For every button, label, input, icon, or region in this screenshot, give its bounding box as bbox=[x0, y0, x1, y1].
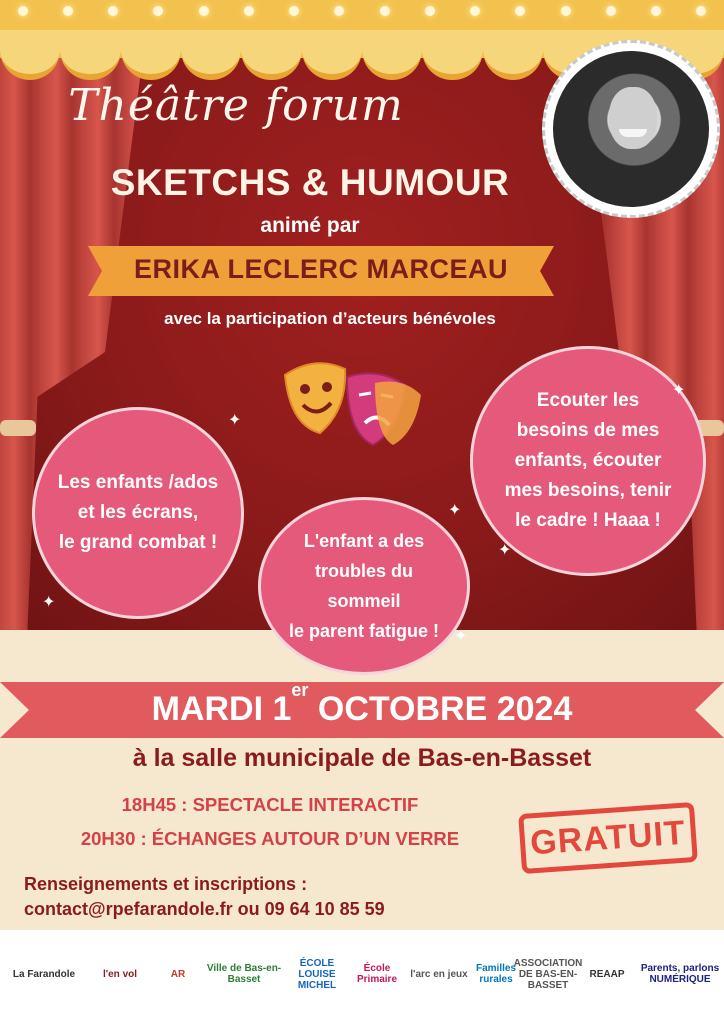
topic-bubble-sleep bbox=[258, 497, 470, 675]
logo-parents-parlons-numerique: Parents, parlons NUMÉRIQUE bbox=[640, 963, 720, 985]
bubble-line: Les enfants /ados bbox=[57, 472, 219, 493]
event-date bbox=[0, 679, 724, 729]
main-title: SKETCHS & HUMOUR bbox=[110, 162, 510, 203]
animated-by-label: animé par bbox=[260, 214, 360, 237]
sparkle-icon: ✦ bbox=[454, 626, 468, 645]
sparkle-icon: ✦ bbox=[672, 380, 686, 399]
contact-info bbox=[24, 872, 504, 922]
bubble-line: le parent fatigue ! bbox=[288, 621, 440, 641]
date-suffix: OCTOBRE 2024 bbox=[308, 690, 573, 728]
bubble-line: mes besoins, tenir bbox=[504, 480, 672, 501]
event-venue: à la salle municipale de Bas-en-Basset bbox=[132, 744, 592, 772]
logo-reaap: REAAP bbox=[589, 968, 625, 980]
logo-arc-en-jeux: l'arc en jeux bbox=[410, 968, 468, 980]
bubble-line: besoins de mes bbox=[516, 420, 660, 441]
sparkle-icon: ✦ bbox=[498, 540, 512, 559]
script-title: Théâtre forum bbox=[68, 80, 404, 131]
schedule-item: 18H45 : SPECTACLE INTERACTIF bbox=[121, 794, 419, 815]
logo-l-envol: l'en vol bbox=[102, 968, 138, 980]
bubble-line: Ecouter les bbox=[536, 390, 640, 411]
logo-la-farandole: La Farandole bbox=[12, 968, 76, 980]
logo-association-bas-en-basset: ASSOCIATION DE BAS-EN-BASSET bbox=[513, 957, 583, 991]
schedule-item: 20H30 : ÉCHANGES AUTOUR D’UN VERRE bbox=[80, 828, 460, 849]
host-portrait bbox=[553, 51, 709, 207]
bubble-line: et les écrans, bbox=[77, 502, 199, 523]
theatre-masks-icon bbox=[275, 355, 425, 450]
valance-bulbs bbox=[0, 6, 724, 20]
sparkle-icon: ✦ bbox=[448, 500, 462, 519]
sparkle-icon: ✦ bbox=[42, 592, 56, 611]
logo-bas-en-basset: Ville de Bas-en-Basset bbox=[206, 963, 282, 985]
sparkle-icon: ✦ bbox=[228, 410, 242, 429]
logo-familles-rurales: Familles rurales bbox=[475, 963, 517, 985]
event-schedule bbox=[40, 794, 500, 862]
bubble-line: L'enfant a des bbox=[303, 531, 425, 551]
bubble-line: le cadre ! Haaa ! bbox=[515, 510, 661, 531]
contact-details: contact@rpefarandole.fr ou 09 64 10 85 59 bbox=[24, 899, 385, 919]
contact-heading: Renseignements et inscriptions : bbox=[24, 874, 308, 894]
left-curtain-tieback bbox=[0, 420, 36, 436]
participation-line: avec la participation d’acteurs bénévoles bbox=[164, 309, 496, 328]
date-ordinal: er bbox=[291, 679, 309, 700]
free-stamp: GRATUIT bbox=[518, 802, 698, 874]
bubble-line: le grand combat ! bbox=[58, 532, 218, 553]
logo-ecole-louise-michel: ÉCOLE LOUISE MICHEL bbox=[297, 957, 337, 991]
logo-ar: AR bbox=[170, 968, 186, 980]
host-name: ERIKA LECLERC MARCEAU bbox=[134, 254, 508, 284]
bubble-line: enfants, écouter bbox=[514, 450, 662, 471]
date-prefix: MARDI 1 bbox=[151, 690, 292, 728]
logo-ecole-primaire: École Primaire bbox=[356, 963, 398, 985]
topic-bubble-screens bbox=[32, 407, 244, 619]
bubble-line: troubles du sommeil bbox=[315, 561, 413, 611]
